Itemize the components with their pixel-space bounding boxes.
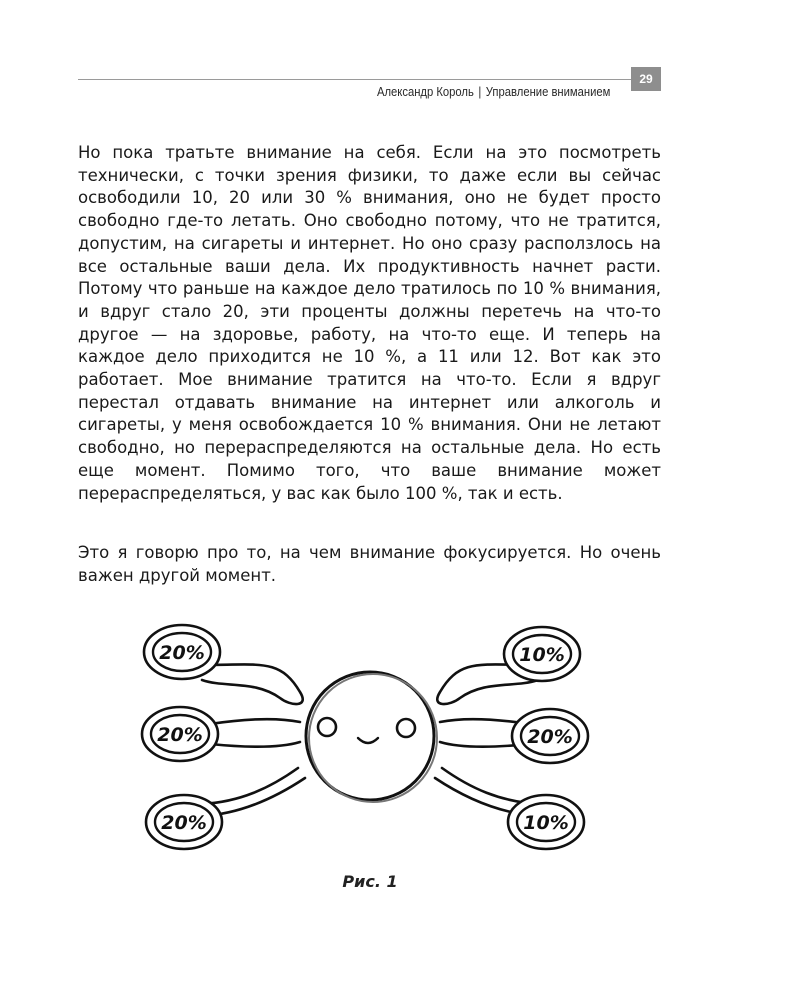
label-right-bottom: 10% (523, 812, 569, 834)
body-paragraph-1: Но пока тратьте внимание на себя. Если на это посмотреть технически, с точки зрения физики, то даже если вы сейчас освободили 10, 20 или 30 % внимания, оно не будет просто свободно где-то летать. Оно свободно потому, что не тратится, допустим, на сигареты и интернет. Но оно сразу расползлось на все остальные ваши дела. Их продуктивность начнет расти. Потому что раньше на каждое дело тратилось по 10 % внимания, и вдруг стало 20, эти проценты должны перетечь на что-то другое — на здоровье, работу, на что-то еще. И теперь на каждое дело приходится не 10 %, а 11 или 12. Вот как это работает. Мое внимание тратится на что-то. Если я вдруг перестал отдавать внимание на интернет или алкоголь и сигареты, у меня освобождается 10 % внимания. Они не летают свободно, но перераспределяются на остальные дела. Но есть еще момент. Помимо того, что ваше внимание может перераспределяться, у вас как было 100 %, так и есть. (78, 143, 661, 503)
running-head (377, 85, 610, 99)
smiley-face (306, 672, 437, 802)
author-name: Александр Король (376, 85, 474, 99)
arm-left-middle (210, 719, 300, 747)
label-left-bottom: 20% (161, 812, 207, 834)
body-paragraph-2: Это я говорю про то, на чем внимание фокусируется. Но очень важен другой момент. (78, 543, 661, 585)
page-number: 29 (631, 67, 661, 91)
attention-diagram (130, 610, 610, 860)
header-separator: | (477, 85, 481, 99)
label-left-middle: 20% (157, 724, 203, 746)
attention-diagram-svg (130, 610, 610, 860)
label-left-top: 20% (159, 642, 205, 664)
figure-caption: Рис. 1 (342, 872, 398, 891)
label-right-top: 10% (519, 644, 565, 666)
book-title: Управление вниманием (485, 85, 610, 99)
label-right-middle: 20% (527, 726, 573, 748)
arm-left-top (202, 664, 303, 704)
header-rule (78, 79, 631, 80)
